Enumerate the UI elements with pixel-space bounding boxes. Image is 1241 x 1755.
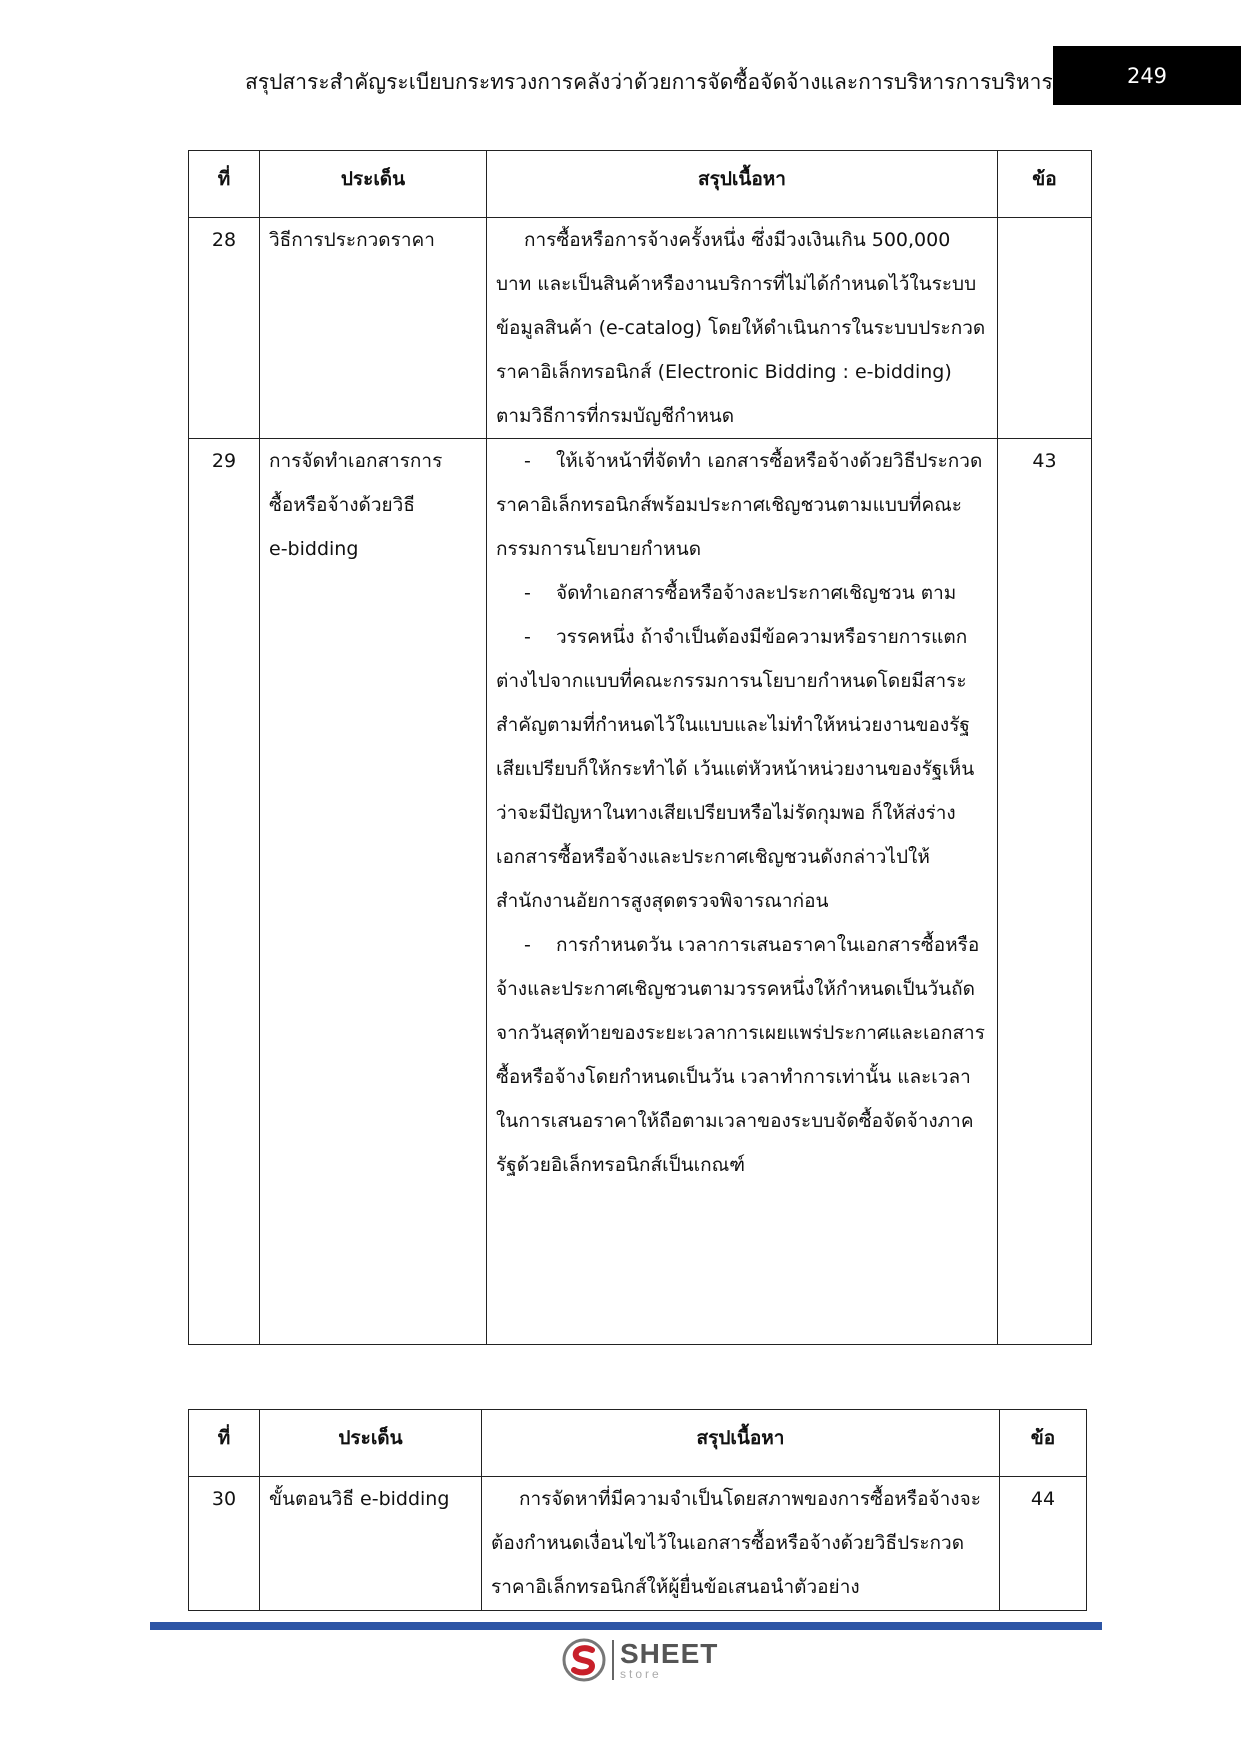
col-header-clause: ข้อ xyxy=(998,151,1092,218)
row-topic: วิธีการประกวดราคา xyxy=(260,218,487,439)
bullet-dash: - xyxy=(524,582,531,604)
content-table-1 xyxy=(188,150,1092,1345)
bullet-text: ให้เจ้าหน้าที่จัดทำ เอกสารซื้อหรือจ้างด้วยวิธีประกวด ราคาอิเล็กทรอนิกส์พร้อมประกาศเชิญชวนตามแบบที่คณะกรรมการนโยบายกำหนด xyxy=(496,450,983,560)
col-header-summary: สรุปเนื้อหา xyxy=(487,151,998,218)
content-table-2 xyxy=(188,1409,1087,1611)
bullet-item xyxy=(496,923,988,1187)
summary-paragraph: การจัดหาที่มีความจำเป็นโดยสภาพของการซื้อหรือจ้างจะต้องกำหนดเงื่อนไขไว้ในเอกสารซื้อหรือจ้างด้วยวิธีประกวดราคาอิเล็กทรอนิกส์ให้ผู้ยื่นข้อเสนอนำตัวอย่าง xyxy=(491,1488,981,1598)
row-number: 28 xyxy=(189,218,260,439)
row-clause: 43 xyxy=(998,439,1092,1345)
bullet-item xyxy=(496,615,988,923)
col-header-summary: สรุปเนื้อหา xyxy=(482,1410,1000,1477)
summary-paragraph: การซื้อหรือการจ้างครั้งหนึ่ง ซึ่งมีวงเงินเกิน 500,000 บาท และเป็นสินค้าหรืองานบริการที่ไม่ได้กำหนดไว้ในระบบข้อมูลสินค้า (e-catalog) โดยให้ดำเนินการในระบบประกวดราคาอิเล็กทรอนิกส์ (Electronic Bidding : e-bidding) ตามวิธีการที่กรมบัญชีกำหนด xyxy=(496,229,986,427)
table-row xyxy=(189,439,1092,1345)
col-header-topic: ประเด็น xyxy=(260,1410,482,1477)
bullet-dash: - xyxy=(524,626,531,648)
footer-bar xyxy=(150,1622,1102,1630)
col-header-no: ที่ xyxy=(189,151,260,218)
row-summary xyxy=(487,218,998,439)
row-summary xyxy=(482,1477,1000,1611)
bullet-item xyxy=(496,439,988,571)
row-number: 30 xyxy=(189,1477,260,1611)
row-topic: ขั้นตอนวิธี e-bidding xyxy=(260,1477,482,1611)
table-row xyxy=(189,218,1092,439)
bullet-item xyxy=(496,571,988,615)
running-header-title: สรุปสาระสำคัญระเบียบกระทรวงการคลังว่าด้วยการจัดซื้อจัดจ้างและการบริหารการบริหาร xyxy=(245,70,1053,94)
logo-s-icon xyxy=(562,1638,606,1682)
col-header-no: ที่ xyxy=(189,1410,260,1477)
logo-subtext: store xyxy=(620,1667,662,1681)
col-header-topic: ประเด็น xyxy=(260,151,487,218)
bullet-text: วรรคหนึ่ง ถ้าจำเป็นต้องมีข้อความหรือรายการแตกต่างไปจากแบบที่คณะกรรมการนโยบายกำหนดโดยมีสาระสำคัญตามที่กำหนดไว้ในแบบและไม่ทำให้หน่วยงานของรัฐเสียเปรียบก็ให้กระทำได้ เว้นแต่หัวหน้าหน่วยงานของรัฐเห็นว่าจะมีปัญหาในทางเสียเปรียบหรือไม่รัดกุมพอ ก็ให้ส่งร่างเอกสารซื้อหรือจ้างและประกาศเชิญชวนดังกล่าวไปให้สำนักงานอัยการสูงสุดตรวจพิจารณาก่อน xyxy=(496,626,975,912)
row-clause: 44 xyxy=(1000,1477,1087,1611)
bullet-dash: - xyxy=(524,934,531,956)
logo-wordmark: SHEET xyxy=(620,1638,719,1669)
sheet-store-logo xyxy=(562,1638,718,1682)
logo-divider xyxy=(612,1640,614,1680)
row-topic xyxy=(260,439,487,1345)
topic-line: e-bidding xyxy=(269,538,359,560)
table-row xyxy=(189,1477,1087,1611)
bullet-text: จัดทำเอกสารซื้อหรือจ้างละประกาศเชิญชวน ตาม xyxy=(556,582,957,604)
row-number: 29 xyxy=(189,439,260,1345)
table-header-row xyxy=(189,1410,1087,1477)
logo-text xyxy=(620,1640,718,1680)
bullet-dash: - xyxy=(524,450,531,472)
topic-line: ซื้อหรือจ้างด้วยวิธี xyxy=(269,494,415,516)
bullet-text: การกำหนดวัน เวลาการเสนอราคาในเอกสารซื้อหรือ จ้างและประกาศเชิญชวนตามวรรคหนึ่งให้กำหนดเป็นวันถัดจากวันสุดท้ายของระยะเวลาการเผยแพร่ประกาศและเอกสารซื้อหรือจ้างโดยกำหนดเป็นวัน เวลาทำการเท่านั้น และเวลาในการเสนอราคาให้ถือตามเวลาของระบบจัดซื้อจัดจ้างภาครัฐด้วยอิเล็กทรอนิกส์เป็นเกณฑ์ xyxy=(496,934,985,1176)
topic-line: การจัดทำเอกสารการ xyxy=(269,450,443,472)
page-number: 249 xyxy=(1053,46,1241,105)
table-header-row xyxy=(189,151,1092,218)
row-summary xyxy=(487,439,998,1345)
col-header-clause: ข้อ xyxy=(1000,1410,1087,1477)
row-clause xyxy=(998,218,1092,439)
